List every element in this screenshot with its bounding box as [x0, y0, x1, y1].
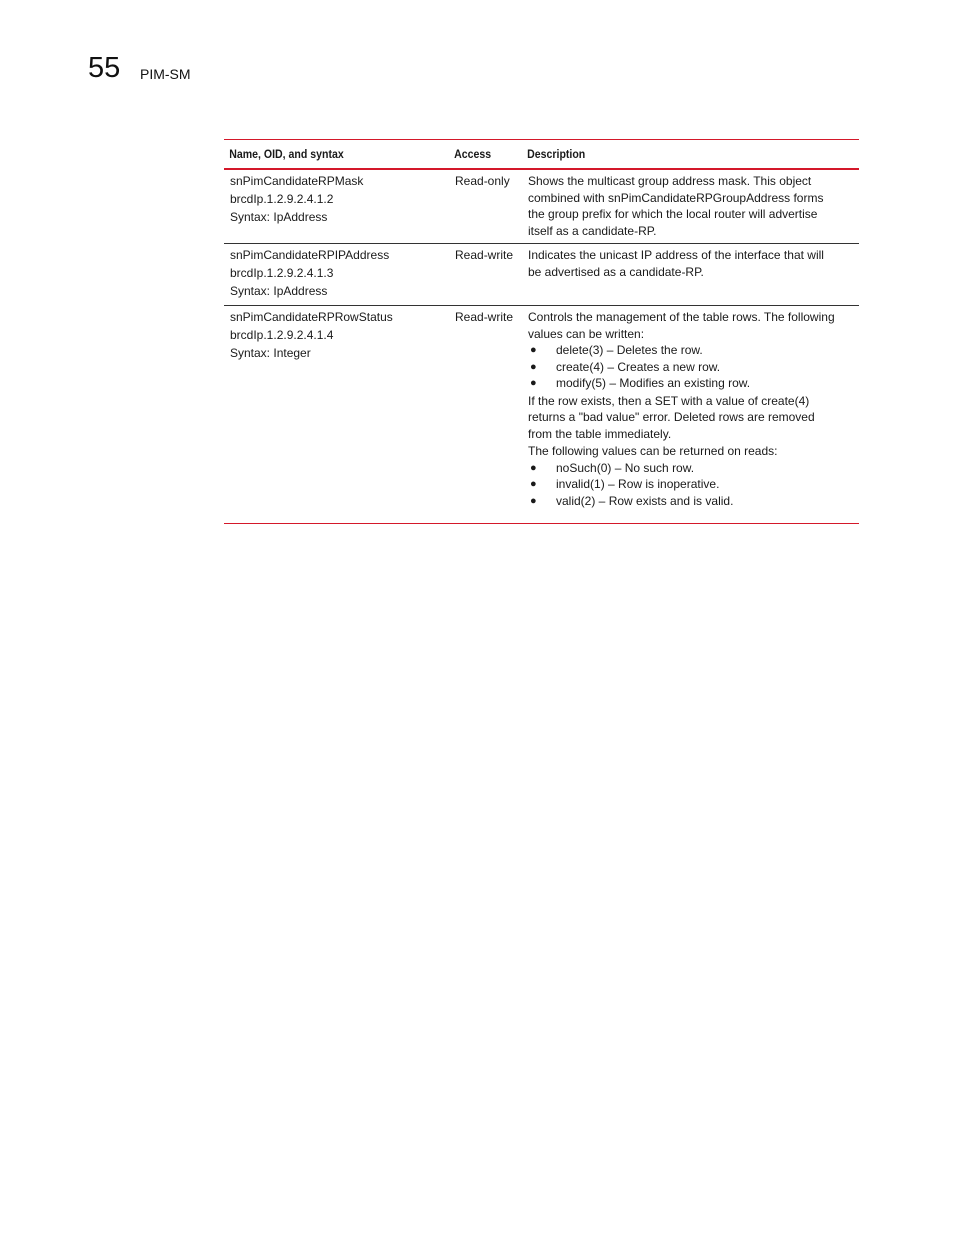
description-line: the group prefix for which the local router will advertise — [528, 207, 818, 221]
bullet-icon: ● — [530, 360, 537, 373]
description-paragraph — [528, 393, 853, 443]
description-line: itself as a candidate-RP. — [528, 223, 657, 238]
bullet-text: delete(3) – Deletes the row. — [556, 343, 703, 357]
bullet-icon: ● — [530, 461, 537, 474]
bullet-text: valid(2) – Row exists and is valid. — [556, 493, 734, 508]
name-cell — [224, 247, 448, 299]
access-cell: Read-only — [455, 174, 510, 188]
object-name: snPimCandidateRPRowStatus — [230, 310, 393, 324]
table-row — [224, 243, 859, 305]
description-line: The following values can be returned on reads: — [528, 444, 778, 458]
name-cell — [224, 173, 448, 237]
bullet-item — [528, 359, 853, 376]
description-line: be advertised as a candidate-RP. — [528, 264, 704, 279]
name-cell — [224, 309, 448, 517]
description-line: combined with snPimCandidateRPGroupAddress forms — [528, 190, 824, 205]
column-header-access: Access — [454, 146, 492, 161]
bullet-text: invalid(1) – Row is inoperative. — [556, 477, 720, 491]
access-cell: Read-write — [455, 248, 514, 262]
bullet-text: modify(5) – Modifies an existing row. — [556, 376, 751, 390]
bullet-icon: ● — [530, 494, 537, 507]
object-name: snPimCandidateRPMask — [230, 174, 364, 188]
table-row — [224, 170, 859, 243]
description-line: returns a "bad value" error. Deleted rows are removed — [528, 410, 815, 424]
description-line: If the row exists, then a SET with a value of create(4) — [528, 393, 810, 408]
chapter-number: 55 — [88, 52, 121, 84]
bullet-text: create(4) – Creates a new row. — [556, 359, 721, 374]
column-header-description: Description — [527, 146, 586, 161]
object-oid: brcdIp.1.2.9.2.4.1.4 — [230, 328, 334, 342]
description-cell — [521, 247, 859, 299]
description-cell — [521, 309, 859, 517]
description-line: values can be written: — [528, 326, 645, 341]
mib-table — [224, 139, 859, 524]
object-oid: brcdIp.1.2.9.2.4.1.3 — [230, 266, 334, 280]
bullet-text: noSuch(0) – No such row. — [556, 460, 695, 475]
description-line: Controls the management of the table rows. The following — [528, 310, 835, 324]
table-header — [224, 140, 859, 170]
access-cell: Read-write — [455, 310, 514, 324]
description-line: from the table immediately. — [528, 426, 672, 441]
bullet-item — [528, 342, 853, 359]
column-header-name: Name, OID, and syntax — [229, 146, 344, 161]
bullet-item — [528, 375, 853, 392]
bullet-icon: ● — [530, 478, 537, 490]
bullet-icon: ● — [530, 377, 537, 389]
object-syntax: Syntax: IpAddress — [230, 210, 328, 224]
bullet-item — [528, 493, 853, 510]
description-paragraph — [528, 443, 853, 460]
table-row — [224, 305, 859, 523]
object-oid: brcdIp.1.2.9.2.4.1.2 — [230, 192, 334, 206]
object-syntax: Syntax: IpAddress — [230, 284, 328, 298]
description-line: Indicates the unicast IP address of the interface that will — [528, 248, 824, 262]
object-syntax: Syntax: Integer — [230, 346, 311, 360]
bullet-item — [528, 476, 853, 493]
chapter-title: PIM-SM — [140, 66, 191, 82]
bullet-item — [528, 460, 853, 477]
description-line: Shows the multicast group address mask. This object — [528, 174, 812, 188]
description-cell — [521, 173, 859, 237]
object-name: snPimCandidateRPIPAddress — [230, 248, 390, 262]
bullet-icon: ● — [530, 344, 537, 356]
